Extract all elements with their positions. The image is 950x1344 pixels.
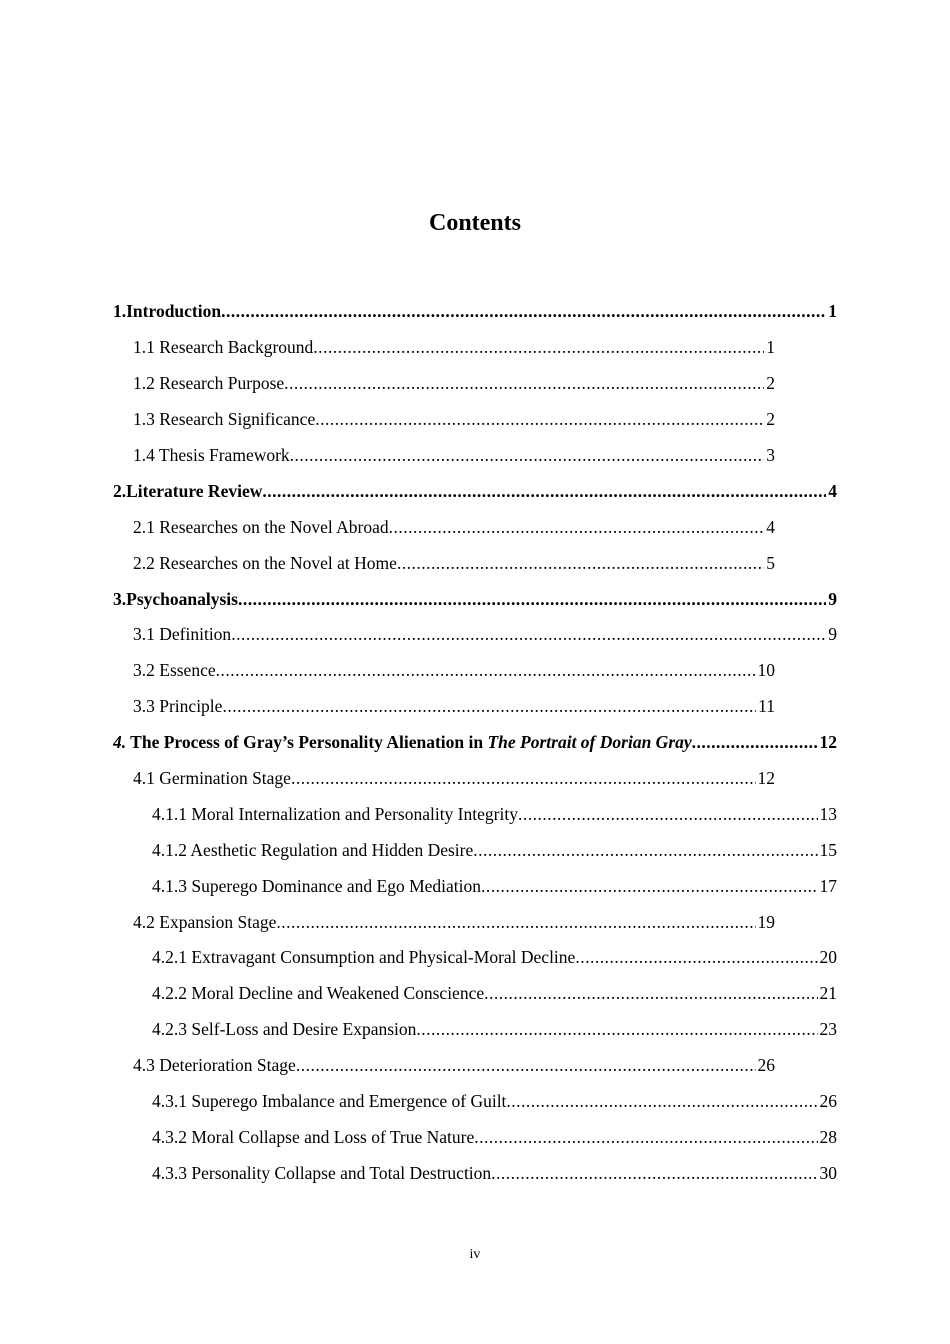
toc-entry-researches-home[interactable] [113,545,775,581]
dot-leader [221,301,826,322]
toc-entry-label: 4.1.1 Moral Internalization and Personality Integrity [152,803,518,824]
toc-entry-superego-dominance[interactable] [113,868,837,904]
dot-leader [481,876,817,897]
toc-entry-page: 2 [766,409,775,430]
toc-entry-label: 4.2 Expansion Stage [133,911,277,932]
toc-entry-page: 17 [819,875,837,896]
toc-entry-page: 9 [828,624,837,645]
toc-entry-label [113,732,692,753]
page-number-footer: iv [469,1247,481,1262]
toc-entry-research-purpose[interactable] [113,366,775,402]
toc-entry-page: 4 [828,480,837,501]
toc-entry-superego-imbalance[interactable] [113,1084,837,1120]
toc-entry-label: 1.Introduction [113,301,222,322]
toc-entry-page: 12 [757,768,775,789]
dot-leader [491,1163,817,1184]
toc-entry-page: 3 [766,445,775,465]
toc-entry-principle[interactable] [113,689,775,725]
toc-entry-page: 9 [828,588,837,609]
toc-entry-label: 4.1.2 Aesthetic Regulation and Hidden Desire [152,839,474,860]
toc-entry-page: 1 [828,301,837,322]
toc-entry-label: 3.2 Essence [133,660,216,681]
toc-entry-research-significance[interactable] [113,402,775,438]
toc-entry-page: 11 [758,696,775,717]
toc-entry-moral-internalization[interactable] [113,796,837,832]
page-title: Contents [428,210,521,236]
dot-leader [518,804,818,825]
toc-entry-label: 1.2 Research Purpose [133,373,285,394]
toc-entry-page: 2 [766,373,775,394]
toc-entry-label: 1.3 Research Significance [133,409,316,430]
dot-leader [473,840,817,861]
toc-entry-extravagant-consumption[interactable] [113,940,837,976]
toc-entry-expansion-stage[interactable] [113,904,775,940]
toc-entry-definition[interactable] [113,617,837,653]
dot-leader [238,589,826,610]
toc-entry-label: 3.3 Principle [133,696,223,717]
table-of-contents [113,294,837,1191]
toc-entry-title: The Process of Gray’s Personality Alienation in [126,732,488,753]
dot-leader [474,1127,817,1148]
dot-leader [291,768,756,789]
toc-entry-label: 1.4 Thesis Framework [133,445,290,465]
dot-leader [290,445,765,466]
toc-entry-page: 10 [757,660,775,681]
toc-entry-literature-review[interactable] [113,473,837,509]
dot-leader [389,517,765,538]
toc-entry-page: 19 [757,911,775,932]
toc-entry-label: 4.2.1 Extravagant Consumption and Physical-Moral Decline [152,947,576,968]
toc-entry-deterioration-stage[interactable] [113,1048,775,1084]
toc-entry-aesthetic-regulation[interactable] [113,832,837,868]
toc-entry-thesis-framework[interactable] [113,438,775,474]
dot-leader [692,732,818,753]
toc-entry-personality-collapse[interactable] [113,1155,837,1191]
toc-entry-research-background[interactable] [113,330,775,366]
toc-entry-label: 2.2 Researches on the Novel at Home [133,552,397,573]
toc-entry-label: 3.1 Definition [133,624,232,645]
dot-leader [484,983,817,1004]
dot-leader [296,1055,756,1076]
toc-entry-page: 23 [819,1019,837,1040]
dot-leader [231,624,826,645]
toc-entry-self-loss[interactable] [113,1012,837,1048]
toc-entry-researches-abroad[interactable] [113,509,775,545]
dot-leader [416,1019,817,1040]
dot-leader [506,1091,817,1112]
toc-entry-label: 2.Literature Review [113,480,263,501]
toc-entry-gray-personality-alienation[interactable] [113,725,837,761]
toc-entry-label: 4.3.1 Superego Imbalance and Emergence of Guilt [152,1091,507,1112]
toc-entry-page: 5 [766,552,775,573]
toc-entry-page: 26 [819,1091,837,1112]
toc-entry-label: 4.2.3 Self-Loss and Desire Expansion [152,1019,417,1040]
toc-entry-page: 20 [819,947,837,968]
dot-leader [222,696,756,717]
dot-leader [575,947,817,968]
dot-leader [315,409,764,430]
toc-entry-page: 1 [766,337,775,358]
dot-leader [276,912,755,933]
toc-entry-moral-collapse[interactable] [113,1119,837,1155]
toc-entry-label: 4.1 Germination Stage [133,768,291,789]
toc-entry-page: 26 [757,1055,775,1076]
toc-entry-page: 21 [819,983,837,1004]
toc-entry-book-title: The Portrait of Dorian Gray [487,732,692,753]
dot-leader [284,373,764,394]
dot-leader [397,553,764,574]
toc-entry-number: 4. [113,732,127,753]
toc-entry-psychoanalysis[interactable] [113,581,837,617]
toc-entry-page: 13 [819,803,837,824]
toc-entry-label: 4.1.3 Superego Dominance and Ego Mediation [152,875,482,896]
dot-leader [313,337,764,358]
dot-leader [262,481,826,502]
toc-entry-introduction[interactable] [113,294,837,330]
toc-entry-page: 28 [819,1126,837,1147]
toc-entry-label: 4.3.2 Moral Collapse and Loss of True Nature [152,1126,475,1147]
toc-entry-essence[interactable] [113,653,775,689]
dot-leader [216,660,756,681]
toc-entry-page: 30 [819,1162,837,1183]
toc-entry-label: 3.Psychoanalysis [113,588,238,609]
toc-entry-label: 2.1 Researches on the Novel Abroad [133,516,389,537]
toc-entry-page: 4 [766,516,775,537]
toc-entry-label: 1.1 Research Background [133,337,314,358]
toc-entry-page: 15 [819,839,837,860]
toc-entry-label: 4.2.2 Moral Decline and Weakened Conscience [152,983,485,1004]
toc-entry-label: 4.3.3 Personality Collapse and Total Destruction [152,1162,492,1183]
toc-entry-page: 12 [819,732,837,753]
toc-entry-germination-stage[interactable] [113,761,775,797]
toc-entry-label: 4.3 Deterioration Stage [133,1055,296,1076]
toc-entry-moral-decline[interactable] [113,976,837,1012]
